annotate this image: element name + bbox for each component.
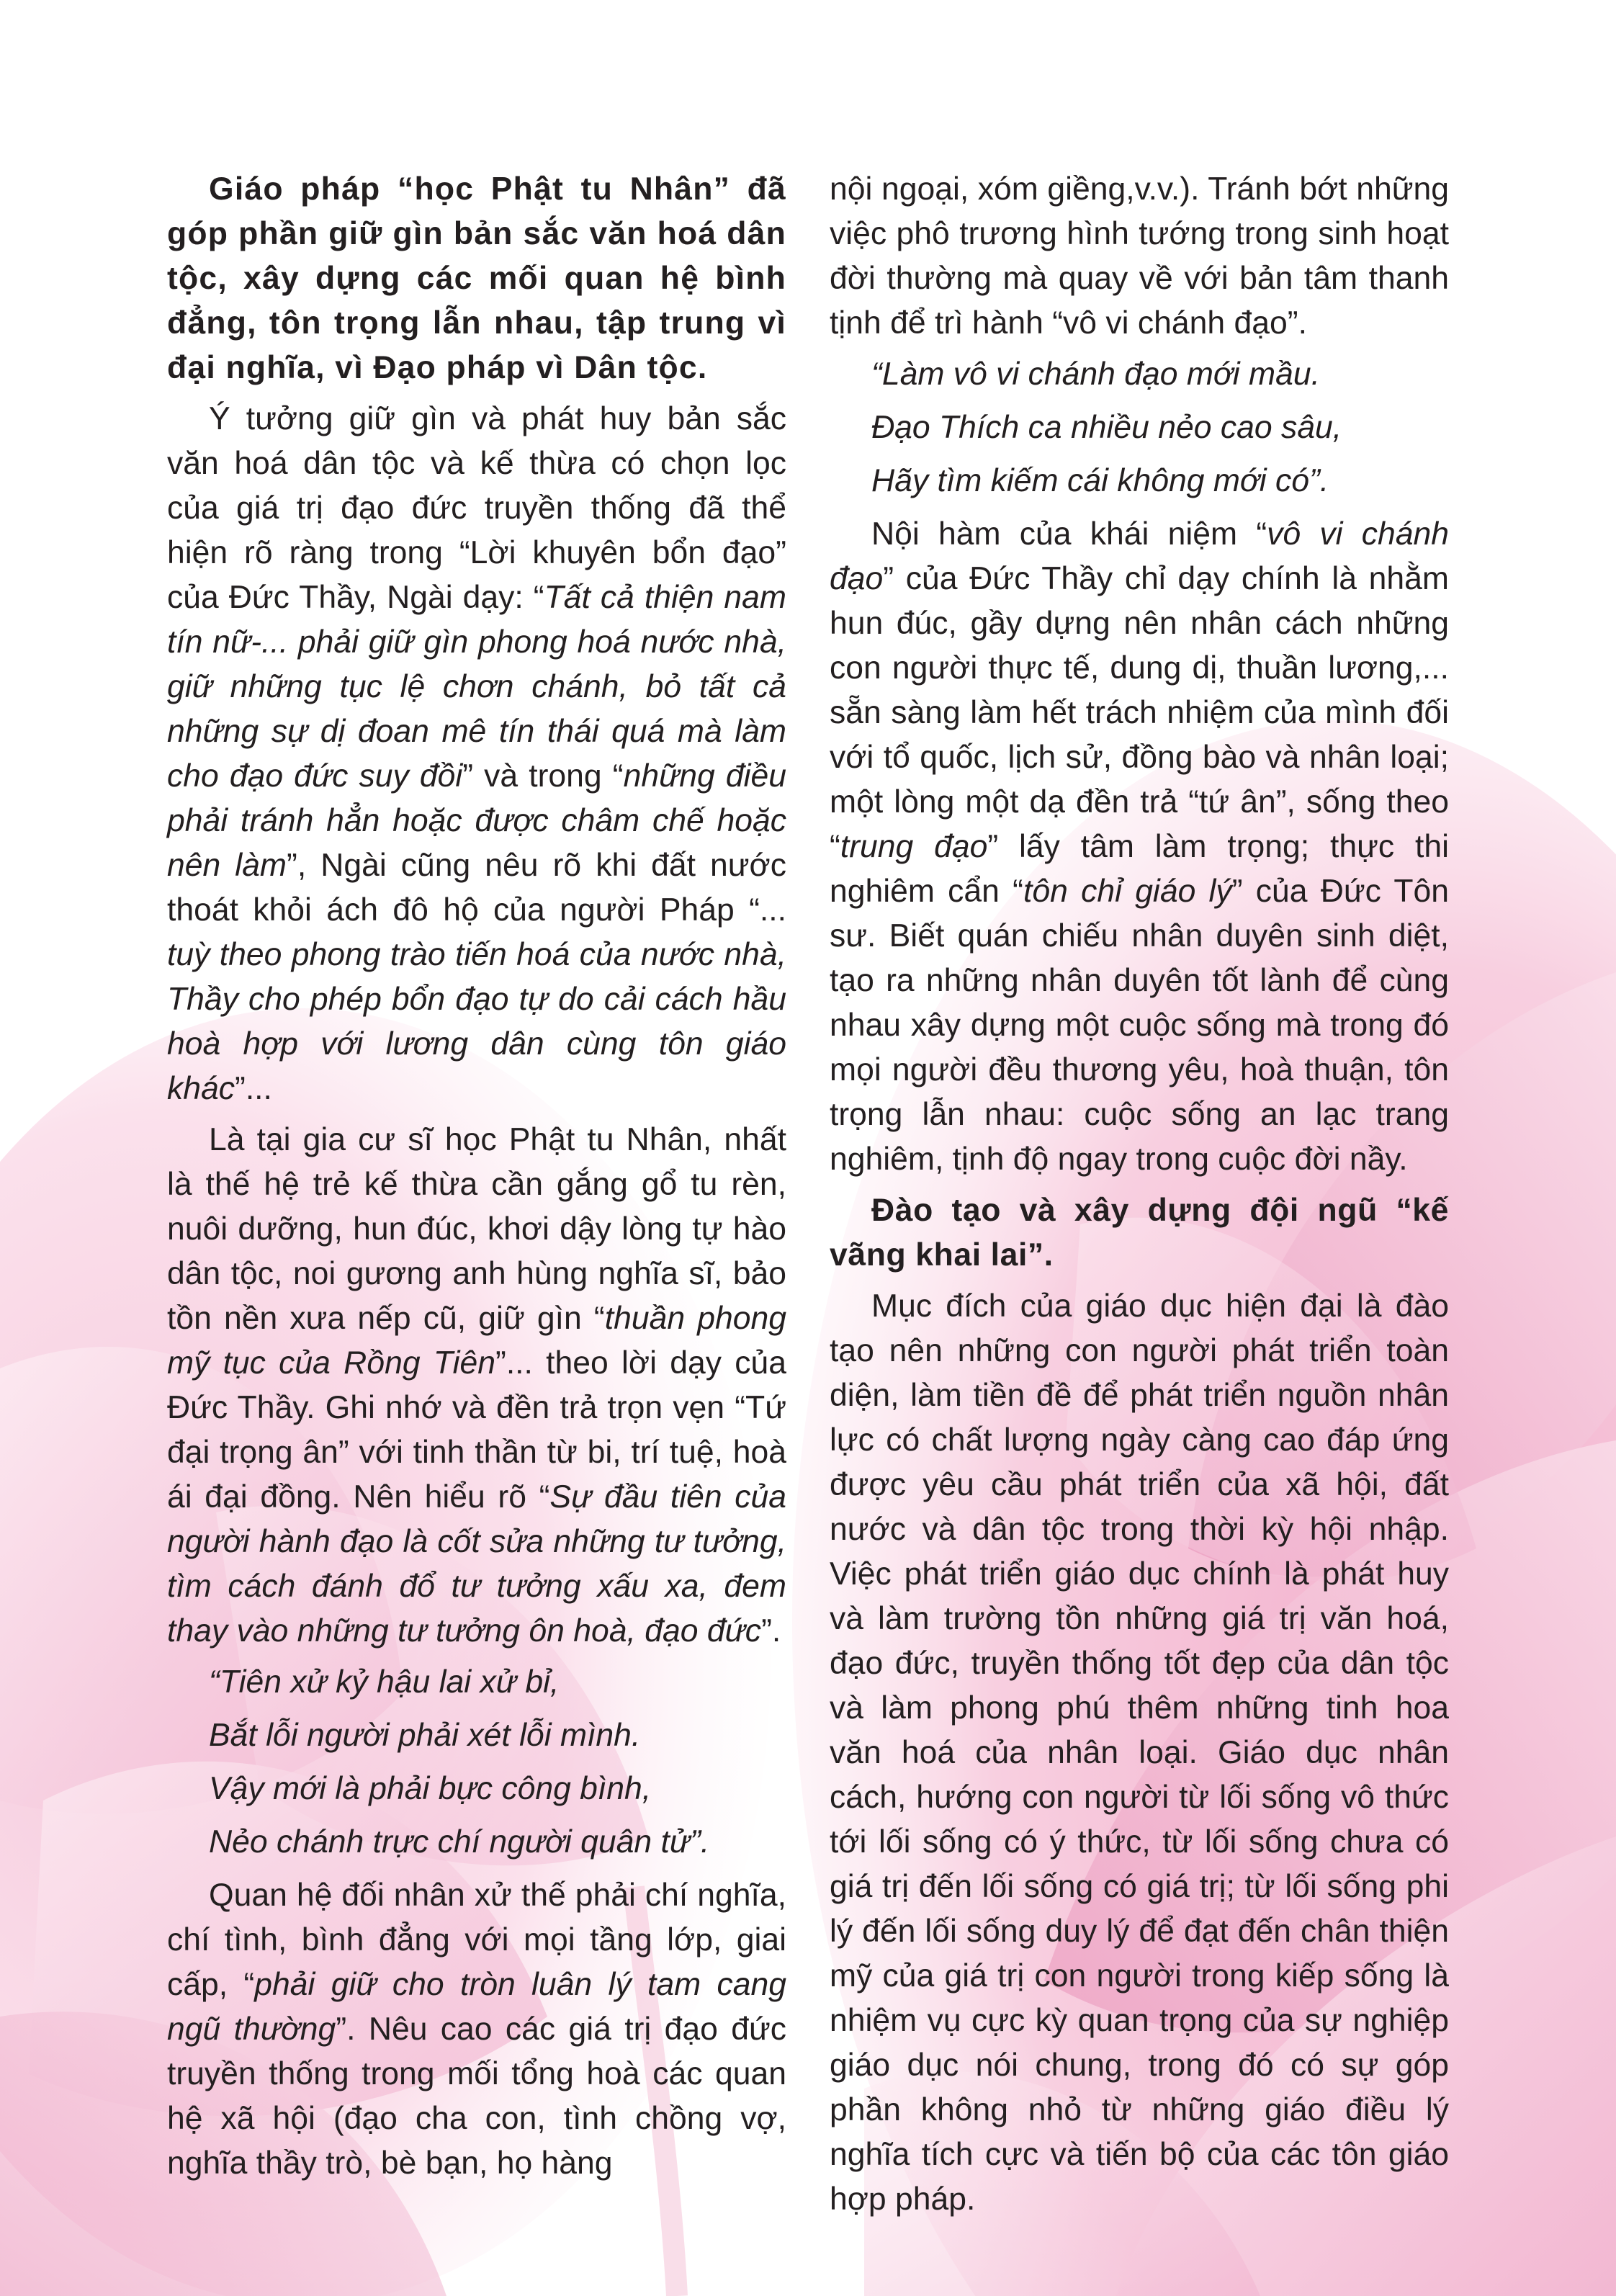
paragraph-wuwei: Nội hàm của khái niệm “vô vi chánh đạo” của Đức Thầy chỉ dạy chính là nhằm hun đúc, gầy dựng nên nhân cách những con người thực tế, dung dị, thuần lương,... sẵn sàng làm hết trách nhiệm của mình đối với tổ quốc, lịch sử, đồng bào và nhân loại; một lòng một dạ đền trả “tứ ân”, sống theo “trung đạo” lấy tâm làm trọng; thực thi nghiêm cẩn “tôn chỉ giáo lý” của Đức Tôn sư. Biết quán chiếu nhân duyên sinh diệt, tạo ra những nhân duyên tốt lành để cùng nhau xây dựng một cuộc sống mà trong đó mọi người đều thương yêu, hoà thuận, tôn trọng lẫn nhau: cuộc sống an lạc trang nghiêm, tịnh độ ngay trong cuộc đời nầy. xyxy=(830,516,1450,1177)
verse-line: Hãy tìm kiếm cái không mới có”. xyxy=(871,463,1329,498)
section-heading: Đào tạo và xây dựng đội ngũ “kế vãng khai lai”. xyxy=(830,1193,1449,1273)
paragraph-cultural-identity: Ý tưởng giữ gìn và phát huy bản sắc văn hoá dân tộc và kế thừa có chọn lọc của giá trị đạo đức truyền thống đã thể hiện rõ ràng trong “Lời khuyên bổn đạo” của Đức Thầy, Ngài dạy: “Tất cả thiện nam tín nữ-... phải giữ gìn phong hoá nước nhà, giữ những tục lệ chơn chánh, bỏ tất cả những sự dị đoan mê tín thái quá mà làm cho đạo đức suy đồi” và trong “những điều phải tránh hẳn hoặc được châm chế hoặc nên làm”, Ngài cũng nêu rõ khi đất nước thoát khỏi ách đô hộ của người Pháp “... tuỳ theo phong trào tiến hoá của nước nhà, Thầy cho phép bổn đạo tự do cải cách hầu hoà hợp với lương dân cùng tôn giáo khác”... xyxy=(167,401,787,1106)
right-column xyxy=(830,167,1449,2228)
verse-line: Nẻo chánh trực chí người quân tử”. xyxy=(209,1824,710,1860)
paragraph-lay-practitioners: Là tại gia cư sĩ học Phật tu Nhân, nhất là thế hệ trẻ kế thừa cần gắng gổ tu rèn, nuôi dưỡng, hun đúc, khơi dậy lòng tự hào dân tộc, noi gương anh hùng nghĩa sĩ, bảo tồn nền xưa nếp cũ, giữ gìn “thuần phong mỹ tục của Rồng Tiên”... theo lời dạy của Đức Thầy. Ghi nhớ và đền trả trọn vẹn “Tứ đại trọng ân” với tinh thần từ bi, trí tuệ, hoà ái đại đồng. Nên hiểu rõ “Sự đầu tiên của người hành đạo là cốt sửa những tư tưởng, tìm cách đánh đổ tư tưởng xấu xa, đem thay vào những tư tưởng ôn hoà, đạo đức”. xyxy=(167,1122,786,1649)
paragraph-social-relations: Quan hệ đối nhân xử thế phải chí nghĩa, chí tình, bình đẳng với mọi tầng lớp, giai cấp, “phải giữ cho tròn luân lý tam cang ngũ thường”. Nêu cao các giá trị đạo đức truyền thống trong mối tổng hoà các quan hệ xã hội (đạo cha con, tình chồng vợ, nghĩa thầy trò, bè bạn, họ hàng xyxy=(167,1878,787,2181)
verse-line: Đạo Thích ca nhiều nẻo cao sâu, xyxy=(871,410,1342,445)
paragraph-continuation: nội ngoại, xóm giềng,v.v.). Tránh bớt những việc phô trương hình tướng trong sinh hoạt đời thường mà quay về với bản tâm thanh tịnh để trì hành “vô vi chánh đạo”. xyxy=(830,171,1449,341)
verse-line: “Tiên xử kỷ hậu lai xử bỉ, xyxy=(209,1664,560,1700)
verse-line: Vậy mới là phải bực công bình, xyxy=(209,1771,652,1806)
left-column xyxy=(167,167,786,2192)
intro-paragraph: Giáo pháp “học Phật tu Nhân” đã góp phần giữ gìn bản sắc văn hoá dân tộc, xây dựng các mối quan hệ bình đẳng, tôn trọng lẫn nhau, tập trung vì đại nghĩa, vì Đạo pháp vì Dân tộc. xyxy=(167,171,786,385)
verse-line: “Làm vô vi chánh đạo mới mầu. xyxy=(871,356,1320,392)
verse-line: Bắt lỗi người phải xét lỗi mình. xyxy=(209,1718,641,1753)
paragraph-education: Mục đích của giáo dục hiện đại là đào tạo nên những con người phát triển toàn diện, làm tiền đề để phát triển nguồn nhân lực có chất lượng ngày càng cao đáp ứng được yêu cầu phát triển của xã hội, đất nước và dân tộc trong thời kỳ hội nhập. Việc phát triển giáo dục chính là phát huy và làm trường tồn những giá trị văn hoá, đạo đức, truyền thống tốt đẹp của dân tộc và làm phong phú thêm những tinh hoa văn hoá của nhân loại. Giáo dục nhân cách, hướng con người từ lối sống vô thức tới lối sống có ý thức, từ lối sống chưa có giá trị đến lối sống có giá trị; từ lối sống phi lý đến lối sống duy lý để đạt đến chân thiện mỹ của giá trị con người trong kiếp sống là nhiệm vụ cực kỳ quan trọng của sự nghiệp giáo dục nói chung, trong đó có sự góp phần không nhỏ từ những giáo điều lý nghĩa tích cực và tiến bộ của các tôn giáo hợp pháp. xyxy=(830,1288,1449,2217)
